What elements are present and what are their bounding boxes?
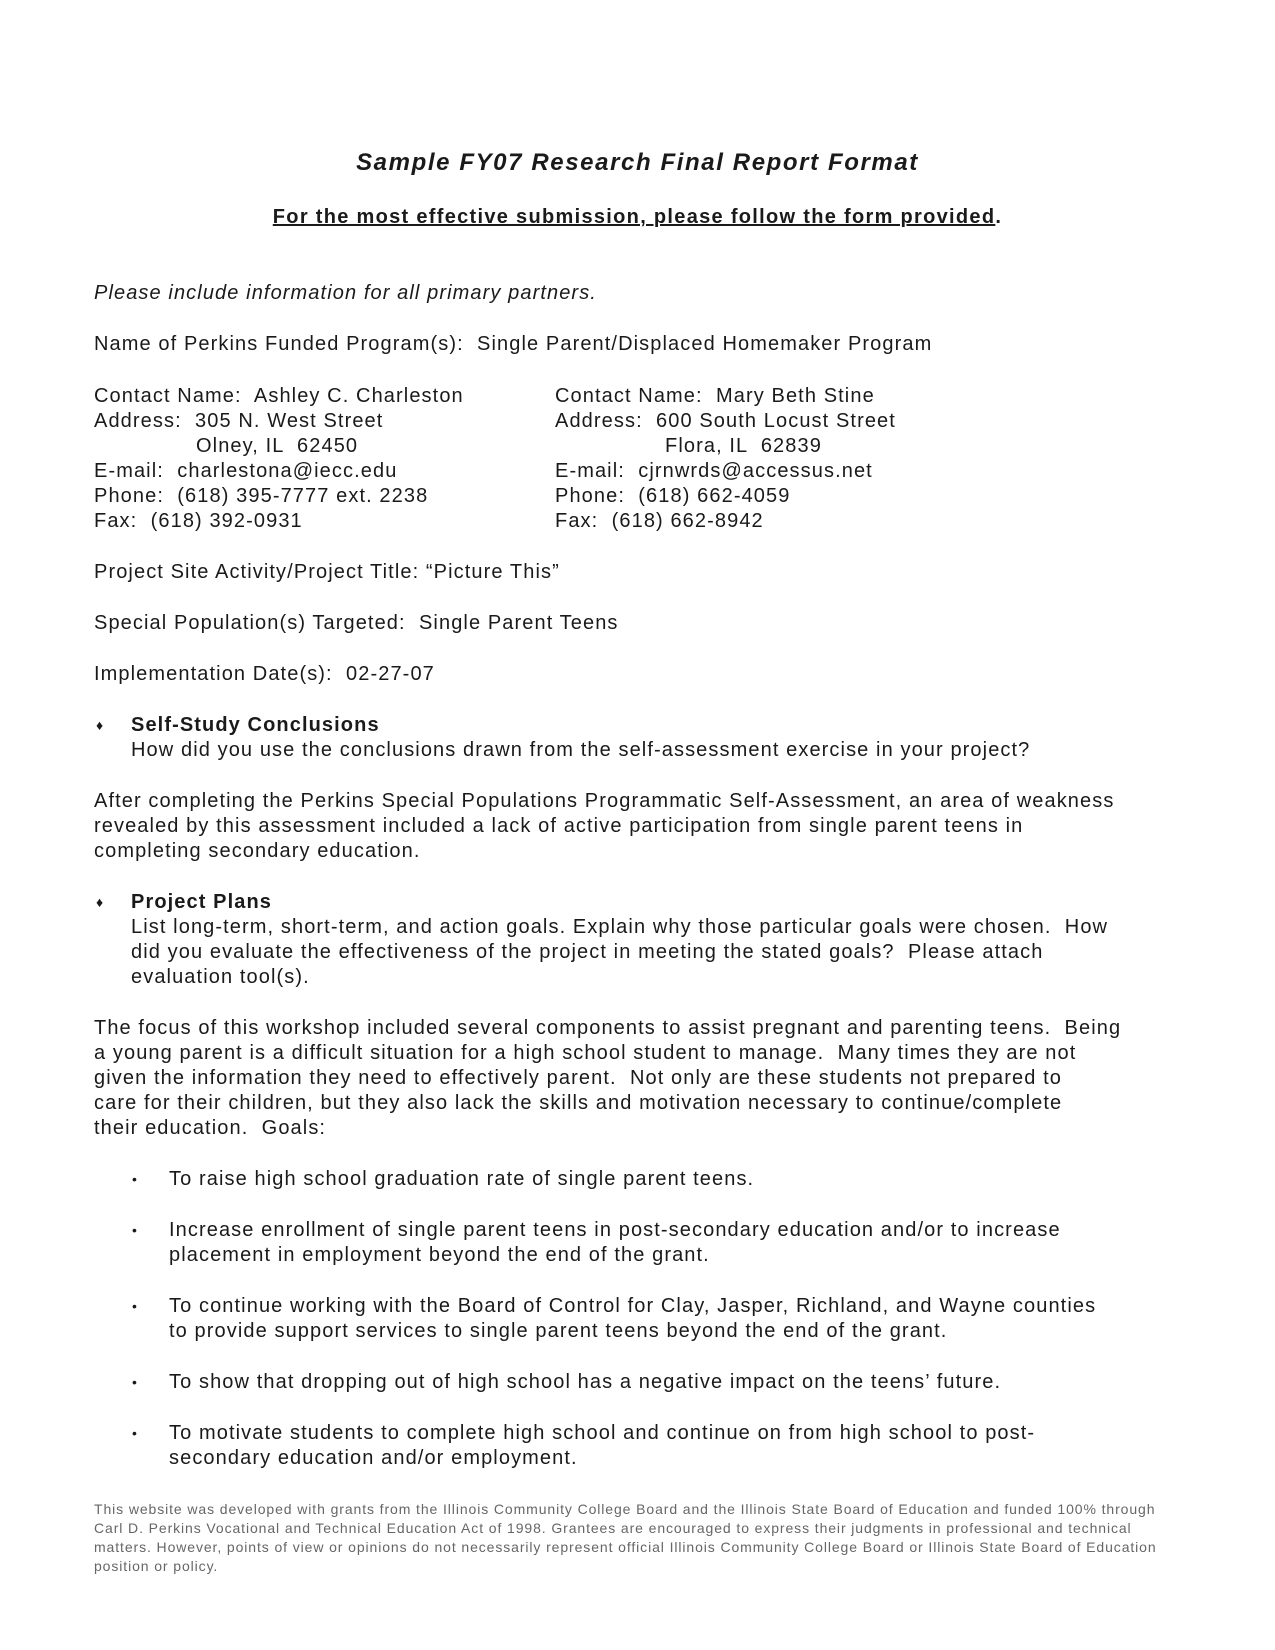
- contact-2-city: Flora, IL 62839: [665, 435, 822, 457]
- project-title-line: Project Site Activity/Project Title: “Picture This”: [94, 561, 560, 583]
- goal-text-line: secondary education and/or employment.: [169, 1447, 578, 1469]
- subtitle-period: .: [995, 206, 1003, 228]
- contact-2-name: Contact Name: Mary Beth Stine: [555, 385, 875, 407]
- project-plans-bullet-icon: ♦: [96, 894, 104, 910]
- self-study-heading: Self-Study Conclusions: [131, 714, 380, 736]
- contact-2-phone: Phone: (618) 662-4059: [555, 485, 791, 507]
- goal-bullet-icon: •: [132, 1298, 137, 1314]
- project-plans-heading: Project Plans: [131, 891, 273, 913]
- project-plans-question-line: did you evaluate the effectiveness of the project in meeting the stated goals? Please attach: [131, 941, 1044, 963]
- page-title: Sample FY07 Research Final Report Format: [356, 149, 919, 176]
- page-subtitle: [0, 205, 1275, 230]
- goal-text-line: Increase enrollment of single parent teens in post-secondary education and/or to increase: [169, 1219, 1061, 1241]
- goal-text-line: placement in employment beyond the end of the grant.: [169, 1244, 710, 1266]
- project-plans-answer-line: given the information they need to effectively parent. Not only are these students not prepared to: [94, 1067, 1062, 1089]
- project-plans-answer-line: care for their children, but they also lack the skills and motivation necessary to continue/complete: [94, 1092, 1063, 1114]
- intro-text: Please include information for all primary partners.: [94, 282, 597, 304]
- self-study-answer-line: completing secondary education.: [94, 840, 421, 862]
- goal-text-line: to provide support services to single parent teens beyond the end of the grant.: [169, 1320, 948, 1342]
- contact-1-address: Address: 305 N. West Street: [94, 410, 384, 432]
- subtitle-text: For the most effective submission, please follow the form provided: [272, 206, 996, 228]
- project-plans-answer-line: their education. Goals:: [94, 1117, 327, 1139]
- self-study-question: How did you use the conclusions drawn from the self-assessment exercise in your project?: [131, 739, 1031, 761]
- goal-text-line: To motivate students to complete high school and continue on from high school to post-: [169, 1422, 1036, 1444]
- goal-bullet-icon: •: [132, 1171, 137, 1187]
- self-study-answer-line: revealed by this assessment included a lack of active participation from single parent teens in: [94, 815, 1024, 837]
- goal-text-line: To show that dropping out of high school has a negative impact on the teens’ future.: [169, 1371, 1002, 1393]
- footer-disclaimer: This website was developed with grants from the Illinois Community College Board and the Illinois State Board of Education and funded 100% through Carl D. Perkins Vocational and Technical Education Act of 1998. Grantees are encouraged to express their judgments in professional and technical matters. However, points of view or opinions do not necessarily represent official Illinois Community College Board or Illinois State Board of Education position or policy.: [94, 1501, 1157, 1574]
- self-study-bullet-icon: ♦: [96, 717, 104, 733]
- goal-text-line: To continue working with the Board of Control for Clay, Jasper, Richland, and Wayne counties: [169, 1295, 1097, 1317]
- contact-1-city: Olney, IL 62450: [196, 435, 359, 457]
- contact-1-fax: Fax: (618) 392-0931: [94, 510, 303, 532]
- contact-2-address: Address: 600 South Locust Street: [555, 410, 896, 432]
- project-plans-answer-line: a young parent is a difficult situation for a high school student to manage. Many times they are not: [94, 1042, 1077, 1064]
- goal-bullet-icon: •: [132, 1222, 137, 1238]
- goal-bullet-icon: •: [132, 1374, 137, 1390]
- program-name-line: Name of Perkins Funded Program(s): Single Parent/Displaced Homemaker Program: [94, 333, 933, 355]
- goal-bullet-icon: •: [132, 1425, 137, 1441]
- implementation-date-line: Implementation Date(s): 02-27-07: [94, 663, 435, 685]
- contact-2-email: E-mail: cjrnwrds@accessus.net: [555, 460, 873, 482]
- self-study-answer-line: After completing the Perkins Special Populations Programmatic Self-Assessment, an area of weakness: [94, 790, 1115, 812]
- contact-2-fax: Fax: (618) 662-8942: [555, 510, 764, 532]
- project-plans-question-line: evaluation tool(s).: [131, 966, 310, 988]
- contact-1-name: Contact Name: Ashley C. Charleston: [94, 385, 464, 407]
- project-plans-question-line: List long-term, short-term, and action goals. Explain why those particular goals were chosen. How: [131, 916, 1109, 938]
- population-line: Special Population(s) Targeted: Single Parent Teens: [94, 612, 619, 634]
- goal-text-line: To raise high school graduation rate of single parent teens.: [169, 1168, 755, 1190]
- contact-1-email: E-mail: charlestona@iecc.edu: [94, 460, 398, 482]
- contact-1-phone: Phone: (618) 395-7777 ext. 2238: [94, 485, 429, 507]
- project-plans-answer-line: The focus of this workshop included several components to assist pregnant and parenting teens. Being: [94, 1017, 1122, 1039]
